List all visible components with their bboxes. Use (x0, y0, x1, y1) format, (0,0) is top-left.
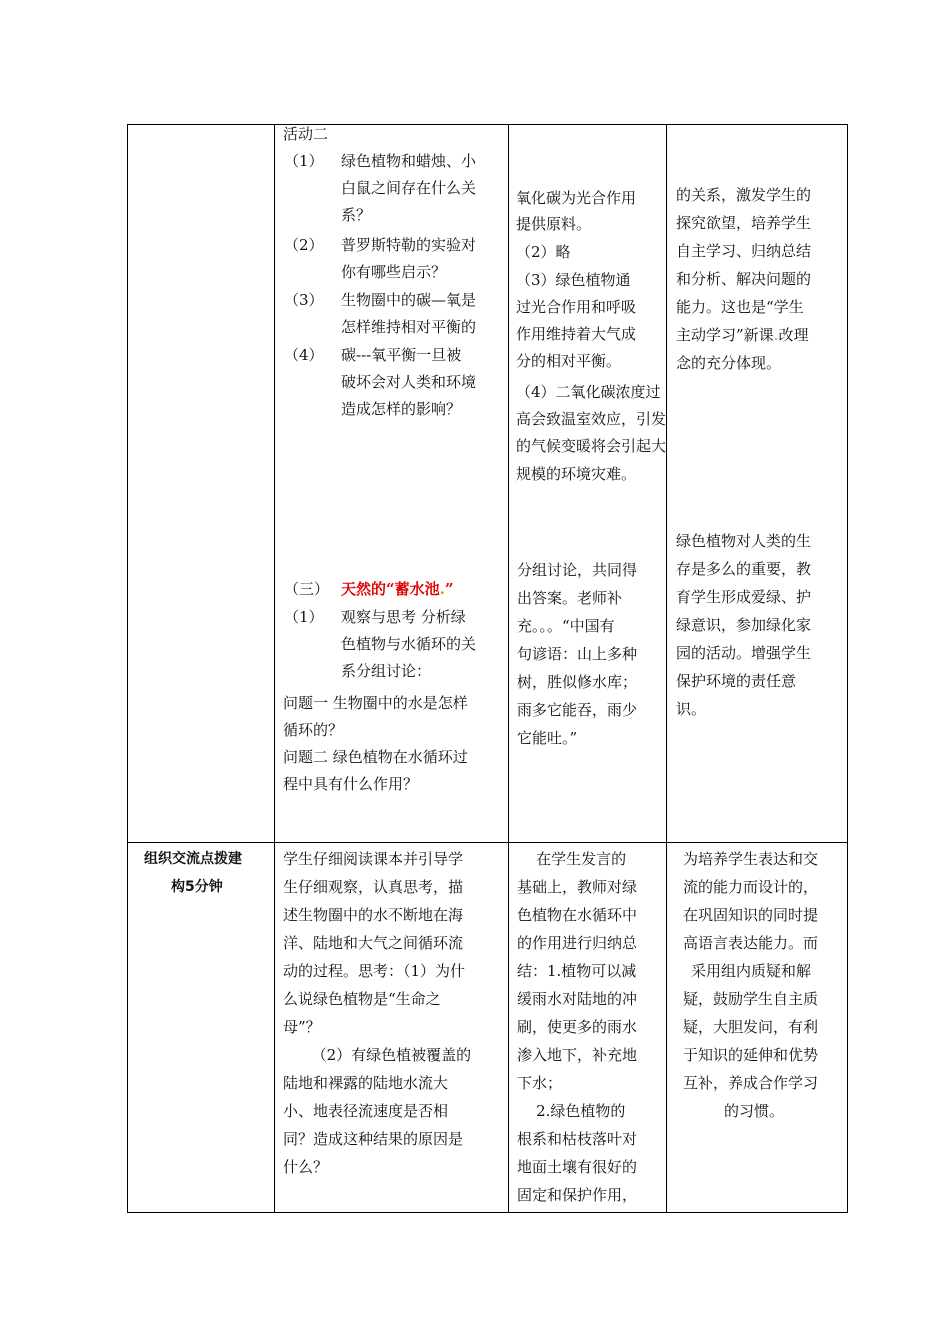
question-line: 造成怎样的影响？ (341, 400, 462, 418)
discussion-line: 出答案。老师补 (517, 589, 623, 607)
question-line: 普罗斯特勒的实验对 (341, 236, 477, 254)
purpose-line: 于知识的延伸和优势 (683, 1046, 819, 1064)
summary-line: 基础上，教师对绿 (517, 878, 638, 896)
intent-line: 能力。这也是“学生 (676, 298, 804, 316)
question-number: （1） (284, 152, 324, 170)
content-line: 小、地表径流速度是否相 (283, 1102, 449, 1120)
answer-line: 分的相对平衡。 (516, 352, 622, 370)
purpose-line: 的习惯。 (724, 1102, 785, 1120)
answer-line: 规模的环境灾难。 (516, 465, 637, 483)
content-line: 学生仔细阅读课本并引导学 (283, 850, 464, 868)
observe-number: （1） (284, 608, 324, 626)
content-line: 洋、陆地和大气之间循环流 (283, 934, 464, 952)
discussion-line: 分组讨论，共同得 (517, 561, 638, 579)
content-line: 母”？ (283, 1018, 321, 1036)
question-line: 碳---氧平衡一旦被 (341, 346, 462, 364)
activity-title: 活动二 (283, 125, 329, 143)
question-line: 系？ (341, 206, 372, 224)
summary-line: 结：1.植物可以减 (517, 962, 637, 980)
section-title-text: 天然的“蓄水池 (341, 580, 440, 598)
question-number: （4） (284, 346, 324, 364)
intent-line-part: 改理 (778, 326, 809, 344)
intent-line: 的关系，激发学生的 (676, 186, 812, 204)
edit-mark: . (773, 326, 779, 344)
table-border-right (847, 124, 848, 1213)
discussion-line: 句谚语：山上多种 (517, 645, 638, 663)
answer-line: （4）二氧化碳浓度过 (516, 383, 661, 401)
answer-line: 的气候变暖将会引起大 (516, 437, 667, 455)
intent-line: 保护环境的责任意 (676, 672, 797, 690)
question-line: 生物圈中的碳—氧是 (341, 291, 477, 309)
answer-line: 过光合作用和呼吸 (516, 298, 637, 316)
summary-line: 2.绿色植物的 (517, 1102, 626, 1120)
answer-line: 提供原料。 (516, 215, 592, 233)
observe-line: 系分组讨论： (341, 662, 432, 680)
content-line: 动的过程。思考：（1）为什 (283, 962, 466, 980)
intent-line (676, 322, 808, 348)
question-line: 白鼠之间存在什么关 (341, 179, 477, 197)
intent-line: 育学生形成爱绿、护 (676, 588, 812, 606)
summary-line: 色植物在水循环中 (517, 906, 638, 924)
content-line: 陆地和裸露的陆地水流大 (283, 1074, 449, 1092)
observe-line: 色植物与水循环的关 (341, 635, 477, 653)
summary-line: 的作用进行归纳总 (517, 934, 638, 952)
discussion-question-line: 问题一 生物圈中的水是怎样 (283, 694, 468, 712)
purpose-line: 流的能力而设计的， (683, 878, 819, 896)
table-border-left (127, 124, 128, 1213)
purpose-line: 疑，大胆发问，有利 (683, 1018, 819, 1036)
summary-line: 缓雨水对陆地的冲 (517, 990, 638, 1008)
question-line: 怎样维持相对平衡的 (341, 318, 477, 336)
content-line: 生仔细观察，认真思考，描 (283, 878, 464, 896)
question-number: （2） (284, 236, 324, 254)
intent-line: 探究欲望，培养学生 (676, 214, 812, 232)
summary-line: 下水； (517, 1074, 563, 1092)
discussion-line: 树，胜似修水库； (517, 673, 638, 691)
answer-line: 氧化碳为光合作用 (516, 189, 637, 207)
table-row-divider (127, 842, 848, 843)
intent-line: 和分析、解决问题的 (676, 270, 812, 288)
table-col-divider-3 (666, 124, 667, 1213)
content-line: 述生物圈中的水不断地在海 (283, 906, 464, 924)
discussion-question-line: 循环的？ (283, 721, 344, 739)
summary-line: 地面土壤有很好的 (517, 1158, 638, 1176)
table-border-bottom (127, 1212, 848, 1213)
purpose-line: 高语言表达能力。而 (683, 934, 819, 952)
stage-label-line: 组织交流点拨建 (144, 851, 242, 867)
summary-line: 固定和保护作用， (517, 1186, 638, 1204)
question-number: （3） (284, 291, 324, 309)
table-col-divider-2 (508, 124, 509, 1213)
answer-line: （2）略 (516, 243, 571, 261)
question-line: 绿色植物和蜡烛、小 (341, 152, 477, 170)
purpose-line: 互补，养成合作学习 (683, 1074, 819, 1092)
summary-line: 在学生发言的 (517, 850, 627, 868)
intent-line: 绿色植物对人类的生 (676, 532, 812, 550)
question-line: 你有哪些启示？ (341, 263, 447, 281)
summary-line: 刷，使更多的雨水 (517, 1018, 638, 1036)
answer-line: （3）绿色植物通 (516, 271, 631, 289)
edit-mark: . (439, 580, 445, 598)
section-number: （三） (284, 580, 330, 598)
section-title-end: ” (444, 580, 454, 598)
answer-line: 高会致温室效应，引发 (516, 410, 667, 428)
content-line: 什么？ (283, 1158, 329, 1176)
discussion-question-line: 问题二 绿色植物在水循环过 (283, 748, 468, 766)
question-line: 破坏会对人类和环境 (341, 373, 477, 391)
intent-line: 园的活动。增强学生 (676, 644, 812, 662)
section-title (341, 576, 454, 602)
observe-line: 观察与思考 分析绿 (341, 608, 466, 626)
table-border-top (127, 124, 848, 125)
stage-label-line: 构5分钟 (171, 879, 223, 895)
discussion-line: 雨多它能吞，雨少 (517, 701, 638, 719)
intent-line: 存是多么的重要，教 (676, 560, 812, 578)
intent-line-part: 主动学习”新课 (676, 326, 774, 344)
content-line: 么说绿色植物是“生命之 (283, 990, 441, 1008)
intent-line: 识。 (676, 700, 707, 718)
purpose-line: 为培养学生表达和交 (683, 850, 819, 868)
intent-line: 念的充分体现。 (676, 354, 782, 372)
summary-line: 渗入地下，补充地 (517, 1046, 638, 1064)
purpose-line: 在巩固知识的同时提 (683, 906, 819, 924)
discussion-line: 它能吐。” (517, 729, 578, 747)
purpose-line: 采用组内质疑和解 (691, 962, 812, 980)
intent-line: 绿意识，参加绿化家 (676, 616, 812, 634)
table-col-divider-1 (274, 124, 275, 1213)
summary-line: 根系和枯枝落叶对 (517, 1130, 638, 1148)
intent-line: 自主学习、归纳总结 (676, 242, 812, 260)
content-line: （2）有绿色植被覆盖的 (283, 1046, 472, 1064)
content-line: 同？造成这种结果的原因是 (283, 1130, 464, 1148)
discussion-line: 充。。。“中国有 (517, 617, 615, 635)
answer-line: 作用维持着大气成 (516, 325, 637, 343)
discussion-question-line: 程中具有什么作用？ (283, 775, 419, 793)
purpose-line: 疑，鼓励学生自主质 (683, 990, 819, 1008)
